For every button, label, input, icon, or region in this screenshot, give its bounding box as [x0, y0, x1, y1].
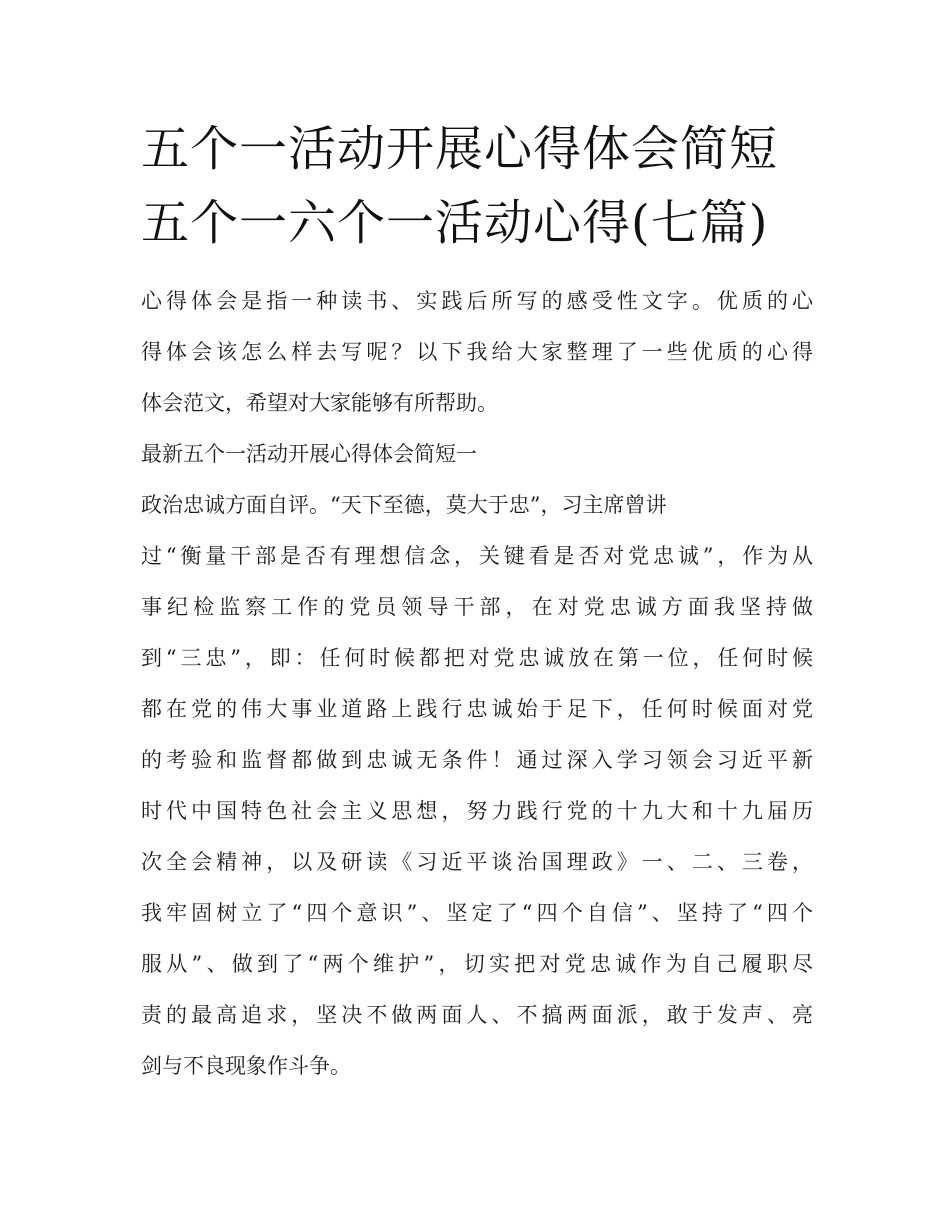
section-heading: 最新五个一活动开展心得体会简短一: [141, 442, 477, 466]
paragraph-line: 过“衡量干部是否有理想信念，关键看是否对党忠诚”，作为从: [141, 544, 813, 568]
document-title: [141, 112, 841, 260]
paragraph-line: 都在党的伟大事业道路上践行忠诚始于足下，任何时候面对党: [141, 697, 813, 721]
paragraph-line: 事纪检监察工作的党员领导干部，在对党忠诚方面我坚持做: [141, 595, 813, 619]
title-line: 五个一六个一活动心得(七篇): [141, 195, 769, 251]
document-body: [141, 276, 813, 1092]
paragraph-line: 到“三忠”，即：任何时候都把对党忠诚放在第一位，任何时候: [141, 646, 813, 670]
paragraph-line: 服从”、做到了“两个维护”，切实把对党忠诚作为自己履职尽: [141, 952, 813, 976]
paragraph-line: 时代中国特色社会主义思想，努力践行党的十九大和十九届历: [141, 799, 813, 823]
intro-line: 心得体会是指一种读书、实践后所写的感受性文字。优质的心: [141, 289, 813, 313]
title-line: 五个一活动开展心得体会简短: [141, 121, 779, 177]
paragraph-line: 的考验和监督都做到忠诚无条件！通过深入学习领会习近平新: [141, 748, 813, 772]
intro-line: 得体会该怎么样去写呢？以下我给大家整理了一些优质的心得: [141, 340, 813, 364]
paragraph-line: 我牢固树立了“四个意识”、坚定了“四个自信”、坚持了“四个: [141, 901, 813, 925]
paragraph-line: 剑与不良现象作斗争。: [141, 1054, 351, 1078]
paragraph-line: 政治忠诚方面自评。“天下至德，莫大于忠”，习主席曾讲: [141, 493, 667, 517]
intro-line: 体会范文，希望对大家能够有所帮助。: [141, 391, 498, 415]
paragraph-line: 责的最高追求，坚决不做两面人、不搞两面派，敢于发声、亮: [141, 1003, 813, 1027]
paragraph-line: 次全会精神，以及研读《习近平谈治国理政》一、二、三卷，: [141, 850, 813, 874]
